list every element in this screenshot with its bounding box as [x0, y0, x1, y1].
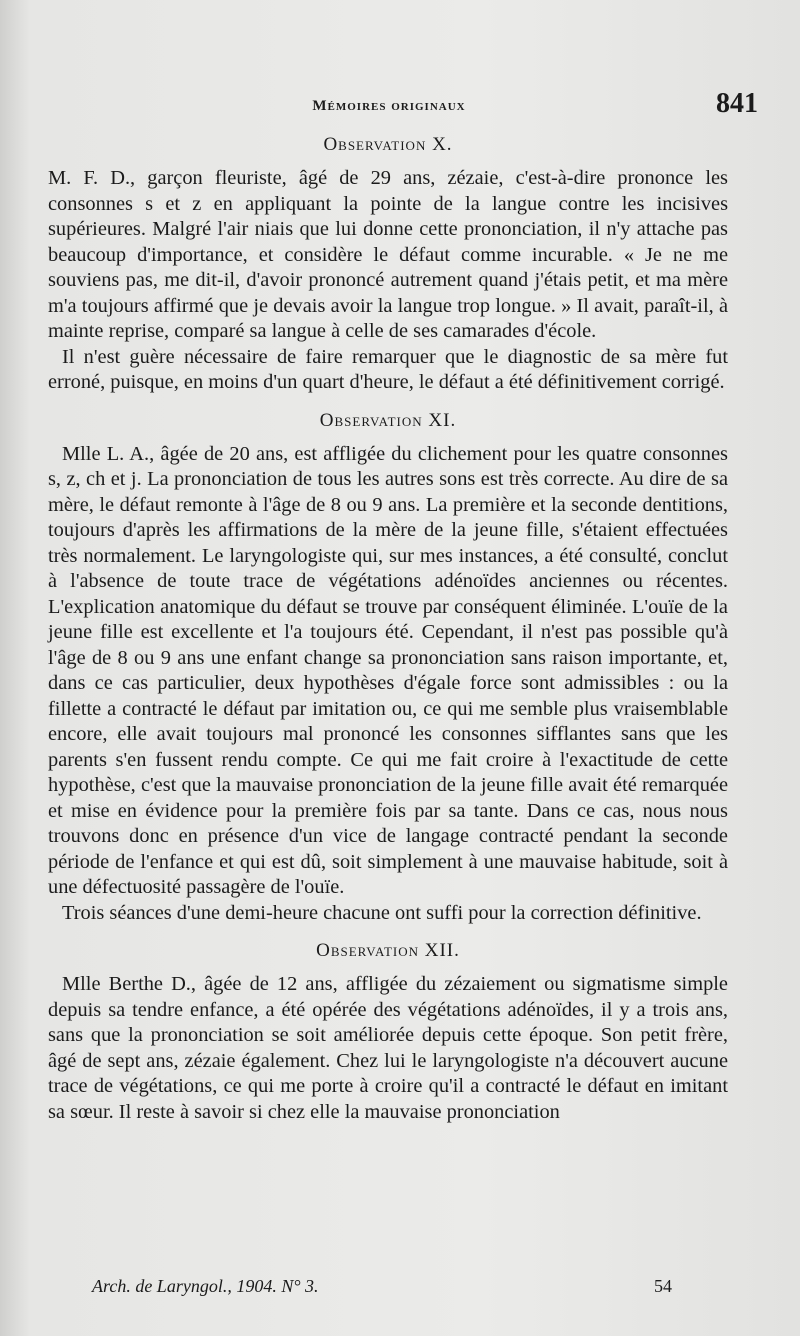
- page-number: 841: [716, 88, 758, 119]
- running-head: Mémoires originaux: [312, 98, 466, 114]
- observation-section: [48, 938, 728, 1125]
- paragraph: Trois séances d'une demi-heure chacune ont suffi pour la correction définitive.: [62, 901, 702, 924]
- signature-mark: 54: [654, 1276, 672, 1296]
- paragraph: Mlle Berthe D., âgée de 12 ans, affligée du zézaiement ou sigmatisme simple depuis sa tendre enfance, a été opérée des végétations adénoïdes, il y a trois ans, sans que la prononciation se soit améliorée depuis cette époque. Son petit frère, âgé de sept ans, zézaie également. Chez lui le laryngologiste n'a découvert aucune trace de végétations, ce qui me porte à croire qu'il a contracté le défaut en imitant sa sœur. Il reste à savoir si chez elle la mauvaise prononciation: [48, 973, 728, 1123]
- observation-section: [48, 408, 728, 927]
- journal-citation: Arch. de Laryngol., 1904. N° 3.: [92, 1276, 319, 1296]
- page-footer: [92, 1276, 672, 1297]
- page-header: [48, 88, 758, 124]
- paragraph: Il n'est guère nécessaire de faire remarquer que le diagnostic de sa mère fut erroné, puisque, en moins d'un quart d'heure, le défaut a été définitivement corrigé.: [48, 345, 728, 393]
- section-title: Observation XII.: [316, 940, 460, 961]
- page-body: [48, 132, 728, 1125]
- paragraph: M. F. D., garçon fleuriste, âgé de 29 ans, zézaie, c'est-à-dire prononce les consonnes s et z en appliquant la pointe de la langue contre les incisives supérieures. Malgré l'air niais que lui donne cette prononciation, il n'y attache pas beaucoup d'importance, et considère le défaut comme incurable. « Je ne me souviens pas, me dit-il, d'avoir prononcé autrement quand j'étais petit, et ma mère m'a toujours affirmé que je devais avoir la langue trop longue. » Il avait, paraît-il, à mainte reprise, comparé sa langue à celle de ses camarades d'école.: [48, 167, 728, 342]
- section-title: Observation XI.: [319, 409, 457, 431]
- observation-section: [48, 132, 728, 396]
- paragraph: Mlle L. A., âgée de 20 ans, est affligée du clichement pour les quatre consonnes s, z, ch et j. La prononciation de tous les autres sons est très correcte. Au dire de sa mère, le défaut remonte à l'âge de 8 ou 9 ans. La première et la seconde dentitions, toujours d'après les affirmations de la mère de la jeune fille, s'étaient effectuées très normalement. Le laryngologiste qui, sur mes instances, a été consulté, conclut à l'absence de toute trace de végétations adénoïdes anciennes ou récentes. L'explication anatomique du défaut se trouve par conséquent éliminée. L'ouïe de la jeune fille est excellente et l'a toujours été. Cependant, il n'est pas possible qu'à l'âge de 8 ou 9 ans une enfant change sa prononciation sans raison importante, et, dans ce cas particulier, deux hypothèses d'égale force sont admissibles : ou la fillette a contracté le défaut par imitation ou, ce qui me semble plus vraisemblable encore, elle avait toujours mal prononcé les consonnes sifflantes sans que les parents s'en fussent rendu compte. Ce qui me fait croire à l'exactitude de cette hypothèse, c'est que la mauvaise prononciation de la jeune fille avait été remarquée et mise en évidence pour la première fois par sa tante. Dans ce cas, nous nous trouvons donc en présence d'un vice de langage contracté pendant la seconde période de l'enfance et qui est dû, soit simplement à une mauvaise habitude, soit à une défectuosité passagère de l'ouïe.: [48, 442, 728, 898]
- section-title: Observation X.: [323, 134, 453, 155]
